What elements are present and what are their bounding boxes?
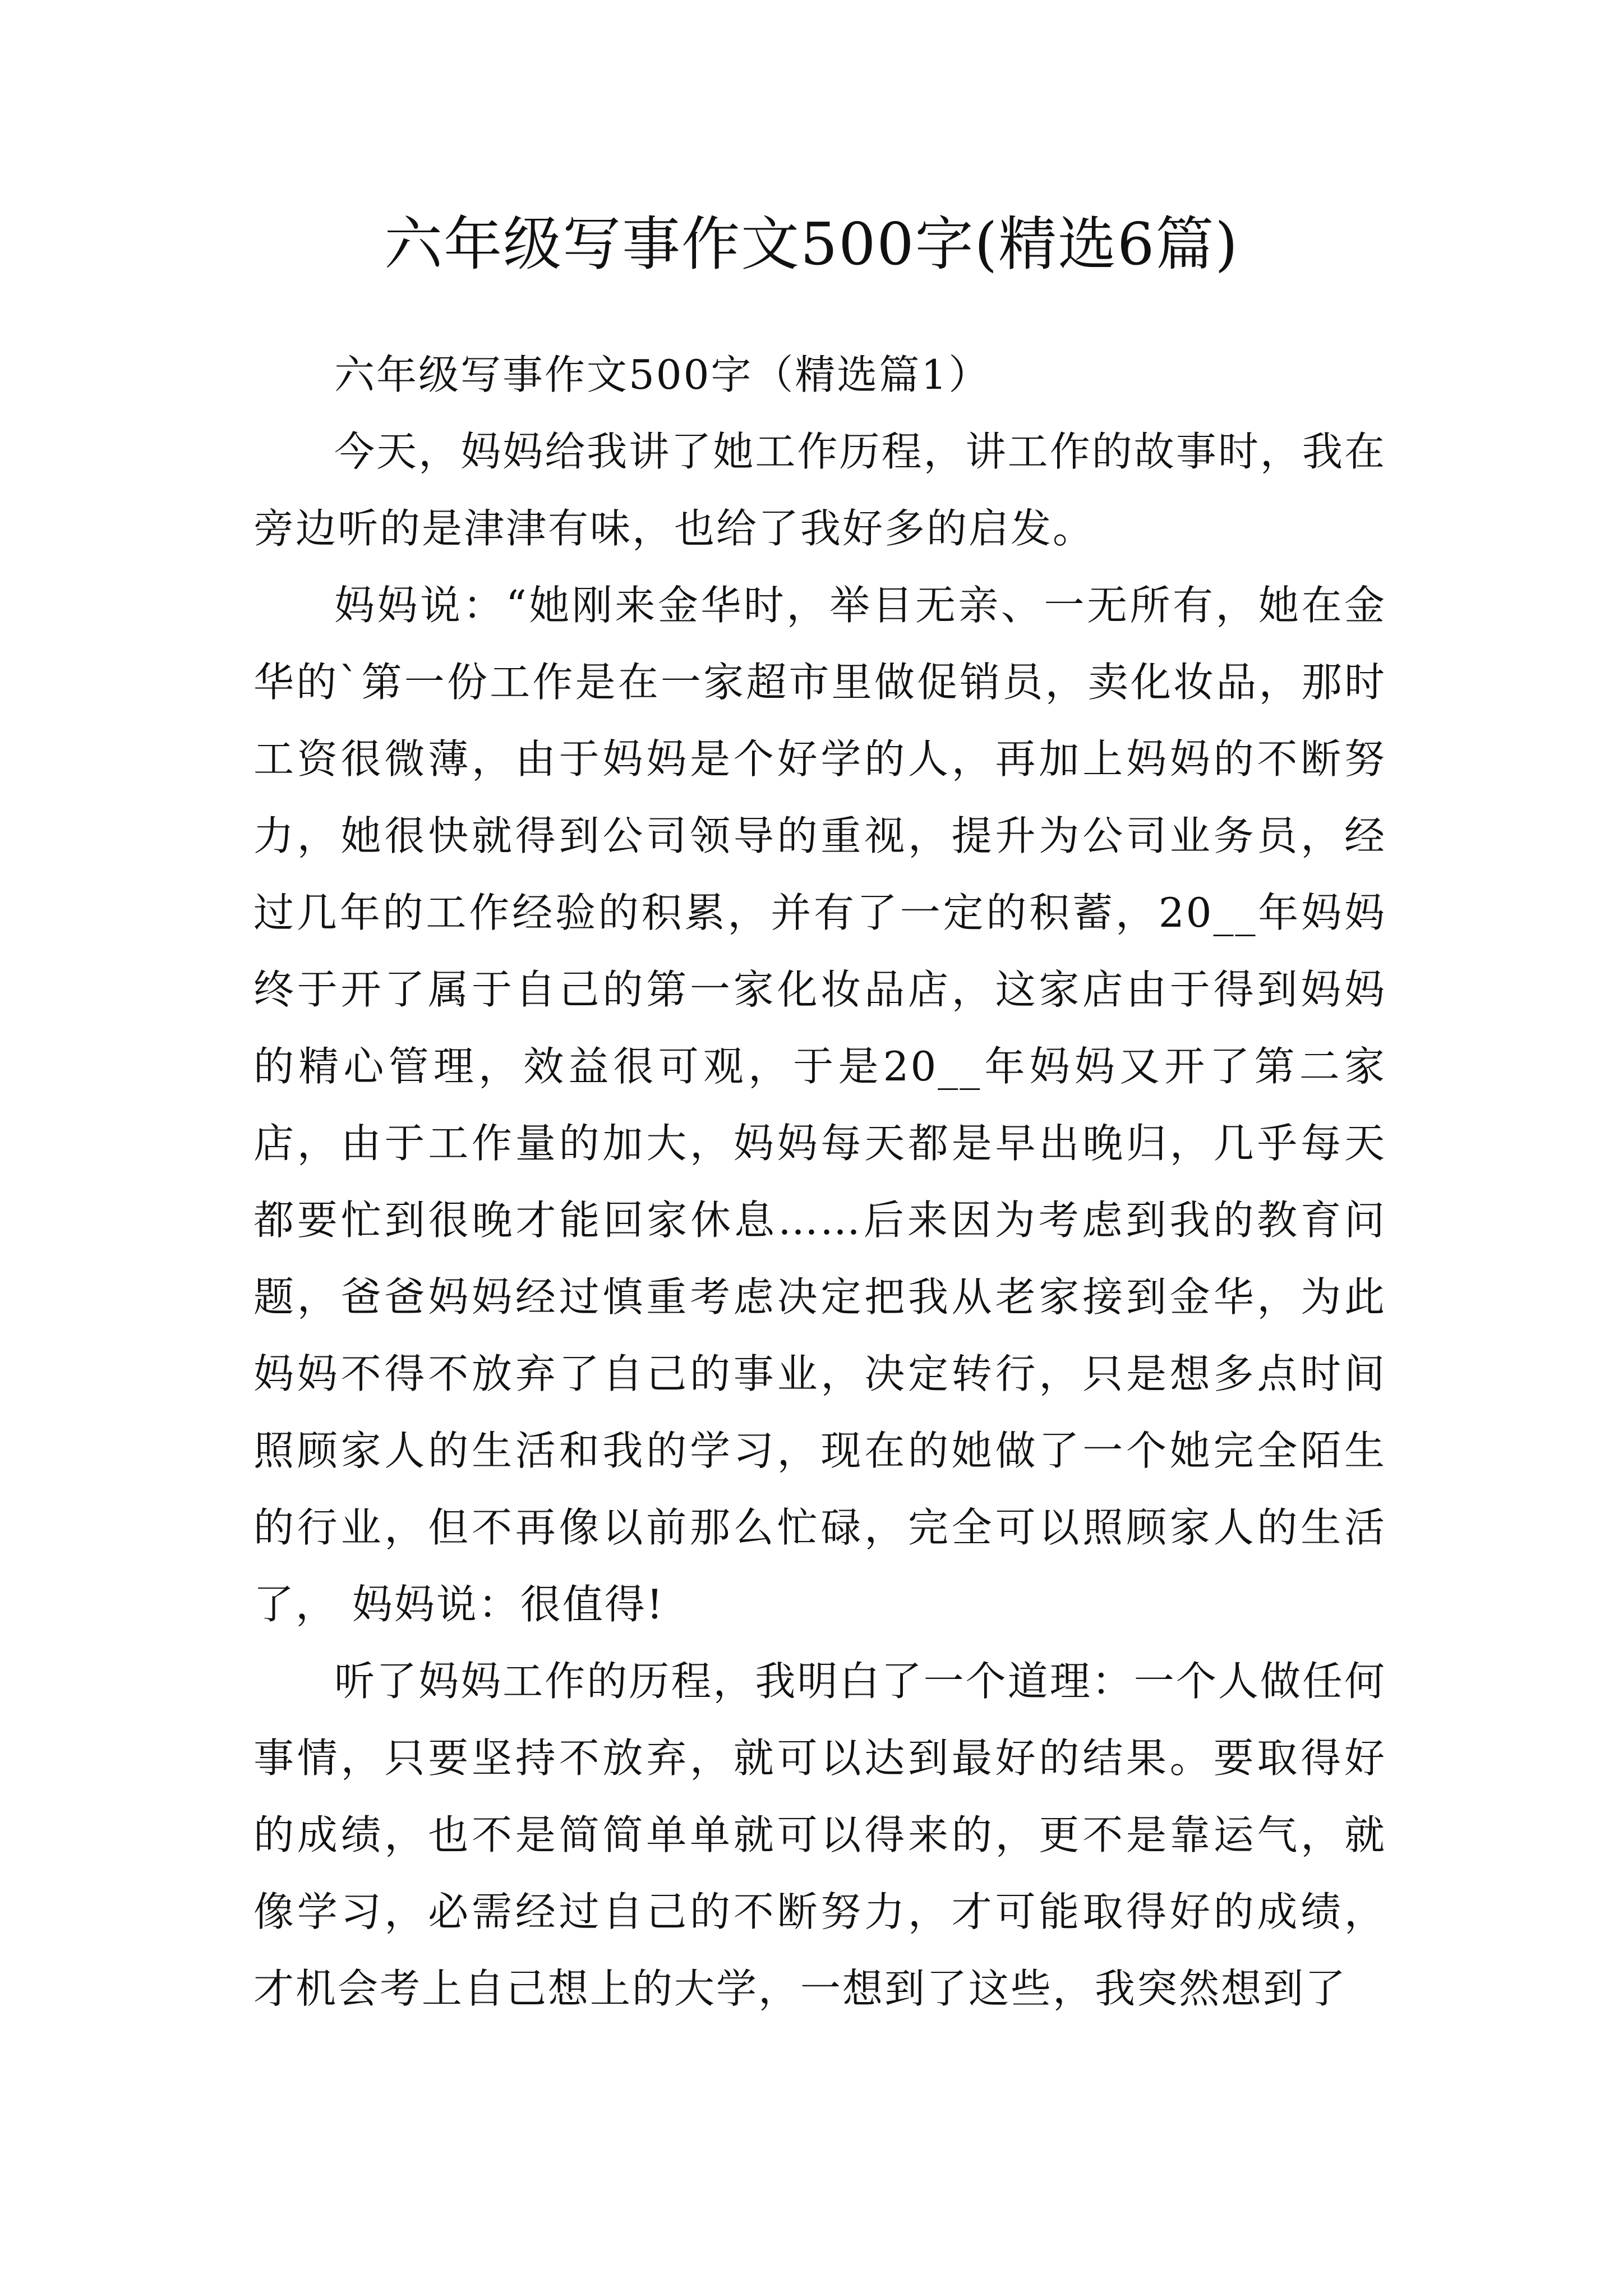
document-body — [253, 337, 1386, 2027]
paragraph-2: 妈妈说：“她刚来金华时，举目无亲、一无所有，她在金华的`第一份工作是在一家超市里做促销员，卖化妆品，那时工资很微薄，由于妈妈是个好学的人，再加上妈妈的不断努力，她很快就得到公司领导的重视，提升为公司业务员，经过几年的工作经验的积累，并有了一定的积蓄，20__年妈妈终于开了属于自己的第一家化妆品店，这家店由于得到妈妈的精心管理，效益很可观，于是20__年妈妈又开了第二家店，由于工作量的加大，妈妈每天都是早出晚归，几乎每天都要忙到很晚才能回家休息……后来因为考虑到我的教育问题，爸爸妈妈经过慎重考虑决定把我从老家接到金华，为此妈妈不得不放弃了自己的事业，决定转行，只是想多点时间照顾家人的生活和我的学习，现在的她做了一个她完全陌生的行业，但不再像以前那么忙碌，完全可以照顾家人的生活了， 妈妈说：很值得! — [253, 582, 1386, 1628]
section-heading: 六年级写事作文500字（精选篇1） — [334, 351, 991, 398]
paragraph-3: 听了妈妈工作的历程，我明白了一个道理：一个人做任何事情，只要坚持不放弃，就可以达到最好的结果。要取得好的成绩，也不是简简单单就可以得来的，更不是靠运气，就像学习，必需经过自己的不断努力，才可能取得好的成绩，才机会考上自己想上的大学，一想到了这些，我突然想到了 — [253, 1658, 1386, 2012]
document-title: 六年级写事作文500字(精选6篇) — [384, 210, 1239, 278]
paragraph-1: 今天，妈妈给我讲了她工作历程，讲工作的故事时，我在旁边听的是津津有味，也给了我好多的启发。 — [253, 428, 1386, 552]
